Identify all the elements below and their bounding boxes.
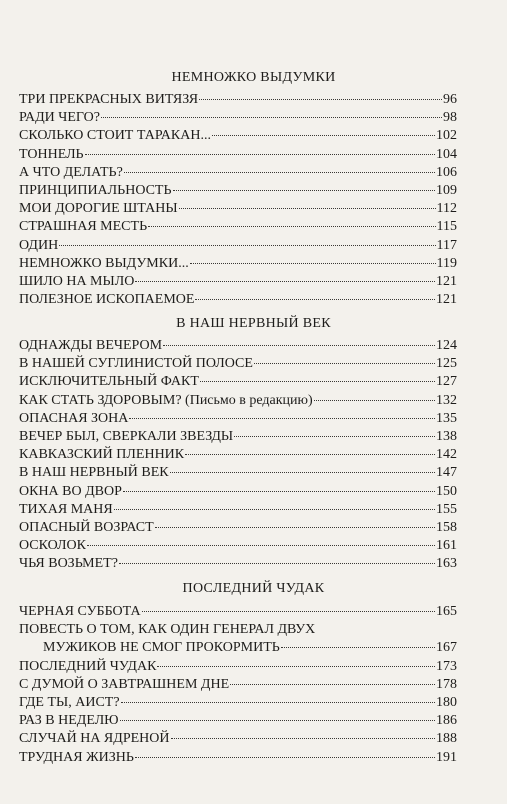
toc-entry-title: ТРУДНАЯ ЖИЗНЬ (19, 749, 134, 765)
dot-leader (135, 281, 435, 282)
toc-entry (19, 694, 457, 712)
dot-leader (119, 563, 435, 564)
dot-leader (123, 491, 435, 492)
toc-entry-title: ОПАСНАЯ ЗОНА (19, 410, 129, 426)
toc-entry-title: НЕМНОЖКО ВЫДУМКИ... (19, 255, 189, 271)
toc-entry (19, 337, 457, 355)
toc-entry (19, 658, 457, 676)
toc-entry (19, 109, 457, 127)
toc-page-number: 186 (436, 713, 457, 729)
toc-entry (19, 555, 457, 573)
toc-entry (19, 273, 457, 291)
toc-entry (19, 91, 457, 109)
toc-page-number: 115 (436, 219, 457, 235)
toc-entry-title: ПОВЕСТЬ О ТОМ, КАК ОДИН ГЕНЕРАЛ ДВУХ (19, 622, 316, 638)
toc-entry-title: ОДНАЖДЫ ВЕЧЕРОМ (19, 338, 163, 353)
toc-page-number: 138 (436, 428, 457, 444)
toc-entry-title: ПОСЛЕДНИЙ ЧУДАК (19, 658, 157, 674)
toc-list (19, 603, 457, 767)
toc-entry (19, 501, 457, 519)
toc-entry-title: КАК СТАТЬ ЗДОРОВЫМ? (Письмо в редакцию) (19, 392, 313, 408)
toc-entry-title: СКОЛЬКО СТОИТ ТАРАКАН... (19, 128, 211, 144)
toc-entry (19, 355, 457, 373)
toc-entry (19, 237, 457, 255)
toc-page-number: 178 (436, 676, 457, 692)
toc-list (19, 337, 457, 573)
dot-leader (281, 647, 435, 648)
dot-leader (120, 720, 435, 721)
toc-page-number: 127 (436, 374, 457, 390)
dot-leader (185, 454, 435, 455)
toc-entry (19, 127, 457, 145)
toc-page-number: 124 (436, 338, 457, 353)
dot-leader (114, 509, 435, 510)
toc-entry (19, 639, 457, 657)
dot-leader (157, 666, 435, 667)
toc-entry-title: ТРИ ПРЕКРАСНЫХ ВИТЯЗЯ (19, 92, 199, 107)
toc-entry (19, 537, 457, 555)
toc-entry-title: КАВКАЗСКИЙ ПЛЕННИК (19, 447, 185, 463)
toc-entry-title: ОСКОЛОК (19, 538, 86, 554)
toc-page-number: 121 (436, 273, 457, 289)
dot-leader (173, 190, 435, 191)
toc-page-number: 104 (436, 146, 457, 162)
toc-page-number: 121 (436, 292, 457, 308)
toc-entry-title: ГДЕ ТЫ, АИСТ? (19, 694, 120, 710)
toc-page-number: 155 (436, 501, 457, 517)
toc-page-number: 150 (436, 483, 457, 499)
dot-leader (200, 381, 435, 382)
toc-page-number: 102 (436, 128, 457, 144)
dot-leader (199, 99, 442, 100)
toc-entry-title: А ЧТО ДЕЛАТЬ? (19, 164, 123, 180)
dot-leader (129, 418, 435, 419)
toc-entry (19, 446, 457, 464)
toc-page-number: 117 (436, 237, 457, 253)
toc-entry-title: ИСКЛЮЧИТЕЛЬНЫЙ ФАКТ (19, 374, 199, 390)
toc-entry-title: СЛУЧАЙ НА ЯДРЕНОЙ (19, 731, 170, 747)
toc-page-number: 109 (436, 182, 457, 198)
section-title: ПОСЛЕДНИЙ ЧУДАК (182, 581, 325, 596)
dot-leader (87, 545, 435, 546)
toc-entry (19, 291, 457, 309)
toc-entry (19, 428, 457, 446)
toc-entry-title: В НАШЕЙ СУГЛИНИСТОЙ ПОЛОСЕ (19, 356, 253, 372)
toc-page-number: 158 (436, 519, 457, 535)
toc-entry (19, 749, 457, 767)
toc-entry (19, 410, 457, 428)
toc-entry (19, 164, 457, 182)
toc-page-number: 142 (436, 447, 457, 463)
dot-leader (314, 400, 435, 401)
toc-entry-title: ТОННЕЛЬ (19, 146, 84, 162)
toc-entry-title: МОИ ДОРОГИЕ ШТАНЫ (19, 201, 178, 217)
toc-entry-title: В НАШ НЕРВНЫЙ ВЕК (19, 465, 169, 481)
toc-entry (19, 373, 457, 391)
toc-page-number: 147 (436, 465, 457, 481)
toc-entry-title: ПОЛЕЗНОЕ ИСКОПАЕМОЕ (19, 292, 195, 308)
toc-entry-title: РАДИ ЧЕГО? (19, 110, 100, 126)
toc-page-number: 180 (436, 694, 457, 710)
toc-entry (19, 603, 457, 621)
toc-entry (19, 146, 457, 164)
toc-entry (19, 464, 457, 482)
toc-page-number: 125 (436, 356, 457, 372)
toc-page-number: 188 (436, 731, 457, 747)
toc-entry (19, 676, 457, 694)
toc-page-number: 173 (436, 658, 457, 674)
toc-page-number: 135 (436, 410, 457, 426)
toc-entry (19, 255, 457, 273)
dot-leader (85, 154, 435, 155)
dot-leader (124, 172, 435, 173)
toc-page-number: 112 (436, 201, 457, 217)
toc-page-number: 163 (436, 556, 457, 572)
toc-entry-title: ПРИНЦИПИАЛЬНОСТЬ (19, 182, 172, 198)
toc-entry-title: ТИХАЯ МАНЯ (19, 501, 113, 517)
dot-leader (190, 263, 436, 264)
dot-leader (230, 684, 435, 685)
toc-entry-title: ОКНА ВО ДВОР (19, 483, 122, 499)
dot-leader (254, 363, 435, 364)
toc-entry (19, 182, 457, 200)
toc-entry (19, 730, 457, 748)
dot-leader (148, 226, 435, 227)
dot-leader (101, 117, 442, 118)
dot-leader (234, 436, 435, 437)
dot-leader (179, 208, 436, 209)
toc-entry-title: ЧЕРНАЯ СУББОТА (19, 604, 141, 619)
toc-entry-title: С ДУМОЙ О ЗАВТРАШНЕМ ДНЕ (19, 676, 230, 692)
toc-page-number: 191 (436, 749, 457, 765)
dot-leader (170, 472, 435, 473)
toc-page-number: 119 (436, 255, 457, 271)
toc-entry (19, 392, 457, 410)
toc-entry-title: ЧЬЯ ВОЗЬМЕТ? (19, 556, 118, 572)
toc-entry-title: ОПАСНЫЙ ВОЗРАСТ (19, 519, 154, 535)
toc-entry-title: ШИЛО НА МЫЛО (19, 273, 135, 289)
toc-page-number: 132 (436, 392, 457, 408)
toc-entry (19, 519, 457, 537)
section-title: НЕМНОЖКО ВЫДУМКИ (171, 70, 336, 85)
toc-entry-title: РАЗ В НЕДЕЛЮ (19, 713, 119, 729)
toc-entry-title: ОДИН (19, 237, 59, 253)
dot-leader (142, 611, 435, 612)
toc-entry-title: МУЖИКОВ НЕ СМОГ ПРОКОРМИТЬ (43, 640, 280, 656)
toc-list (19, 91, 457, 309)
dot-leader (195, 299, 435, 300)
dot-leader (171, 738, 436, 739)
dot-leader (212, 135, 435, 136)
toc-page-number: 106 (436, 164, 457, 180)
dot-leader (155, 527, 435, 528)
dot-leader (121, 702, 435, 703)
toc-entry (19, 712, 457, 730)
toc-entry (19, 621, 457, 639)
toc-page-number: 96 (443, 92, 457, 107)
toc-entry (19, 218, 457, 236)
dot-leader (135, 757, 435, 758)
toc-page-number: 167 (436, 640, 457, 656)
dot-leader (163, 345, 435, 346)
toc-entry (19, 483, 457, 501)
dot-leader (59, 245, 435, 246)
toc-entry-title: ВЕЧЕР БЫЛ, СВЕРКАЛИ ЗВЕЗДЫ (19, 428, 234, 444)
toc-page-number: 161 (436, 538, 457, 554)
toc-entry (19, 200, 457, 218)
toc-page-number: 98 (443, 110, 457, 126)
toc-entry-title: СТРАШНАЯ МЕСТЬ (19, 219, 148, 235)
toc-page-number: 165 (436, 604, 457, 619)
section-title: В НАШ НЕРВНЫЙ ВЕК (176, 316, 331, 331)
